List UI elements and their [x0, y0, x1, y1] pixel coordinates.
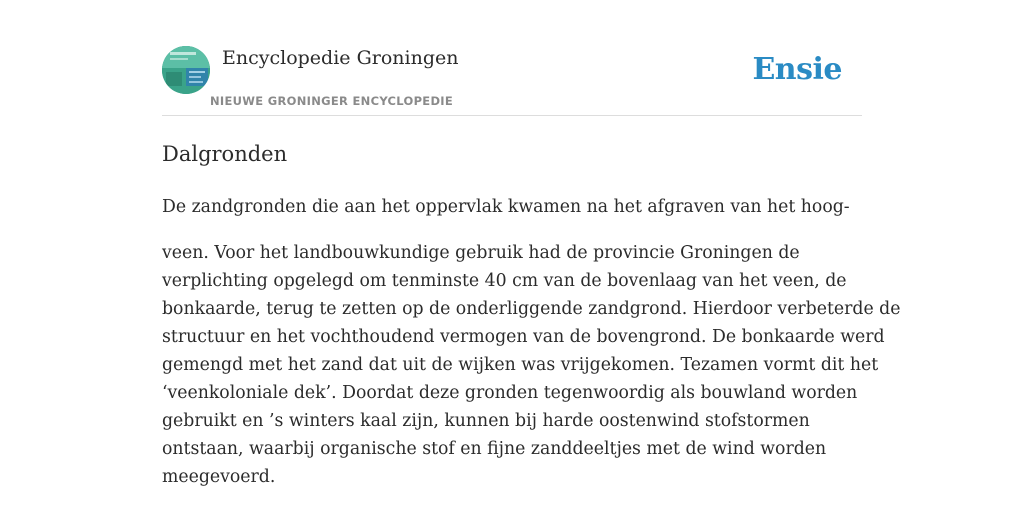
- paragraph-line: bonkaarde, terug te zetten op de onderliggende zandgrond. Hierdoor verbeterde de: [162, 299, 901, 319]
- paragraph-line: ‘veenkoloniale dek’. Doordat deze gronden tegenwoordig als bouwland worden: [162, 383, 858, 403]
- paragraph-line: ontstaan, waarbij organische stof en fijne zanddeeltjes met de wind worden: [162, 439, 827, 459]
- brand-logo[interactable]: Ensie: [752, 52, 842, 87]
- site-title[interactable]: Encyclopedie Groningen: [222, 47, 459, 69]
- avatar-image: [162, 46, 210, 94]
- encyclopedia-cover-icon[interactable]: [162, 46, 210, 94]
- page: [162, 0, 901, 512]
- paragraph-line: gemengd met het zand dat uit de wijken was vrijgekomen. Tezamen vormt dit het: [162, 355, 879, 375]
- site-subtitle: NIEUWE GRONINGER ENCYCLOPEDIE: [210, 94, 454, 108]
- entry-paragraph-2: [162, 239, 901, 491]
- entry-paragraph-1: De zandgronden die aan het oppervlak kwamen na het afgraven van het hoog-: [162, 197, 850, 217]
- header-divider: [162, 115, 862, 116]
- paragraph-line: gebruikt en ’s winters kaal zijn, kunnen bij harde oostenwind stofstormen: [162, 411, 810, 431]
- entry-title: Dalgronden: [162, 142, 288, 166]
- paragraph-line: meegevoerd.: [162, 467, 276, 487]
- paragraph-line: structuur en het vochthoudend vermogen van de bovengrond. De bonkaarde werd: [162, 327, 885, 347]
- paragraph-line: verplichting opgelegd om tenminste 40 cm van de bovenlaag van het veen, de: [162, 271, 847, 291]
- paragraph-line: veen. Voor het landbouwkundige gebruik had de provincie Groningen de: [162, 243, 800, 263]
